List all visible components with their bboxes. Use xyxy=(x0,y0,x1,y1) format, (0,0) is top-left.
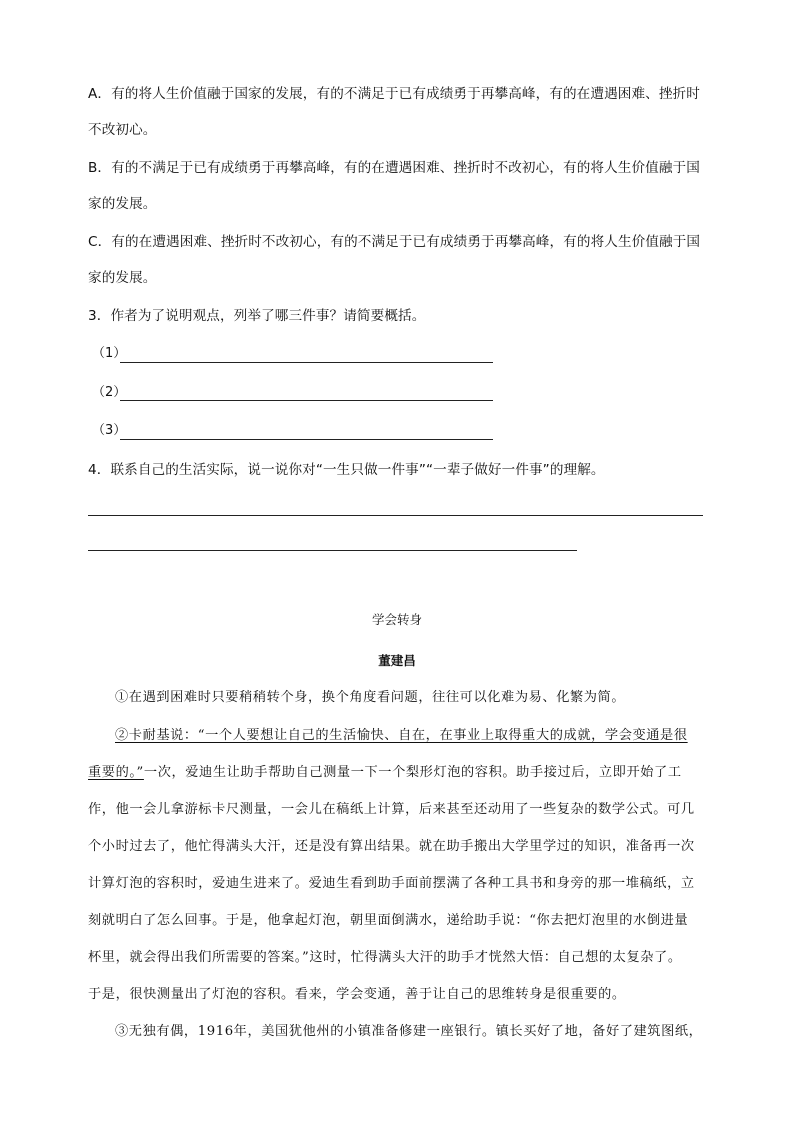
option-a-line-1: A．有的将人生价值融于国家的发展，有的不满足于已有成绩勇于再攀高峰，有的在遭遇困难、挫折时 xyxy=(88,86,700,102)
paragraph-2-line-4: 个小时过去了，他忙得满头大汗，还是没有算出结果。就在助手搬出大学里学过的知识，准备再一次 xyxy=(88,839,695,854)
paragraph-1: ①在遇到困难时只要稍稍转个身，换个角度看问题，往往可以化难为易、化繁为简。 xyxy=(115,690,626,705)
article-title: 学会转身 xyxy=(371,612,422,627)
paragraph-2-line-7: 杯里，就会得出我们所需要的答案。”这时，忙得满头大汗的助手才恍然大悟：自己想的太复杂了。 xyxy=(88,950,682,965)
question-4-text: 4．联系自己的生活实际，说一说你对“一生只做一件事”“一辈子做好一件事”的理解。 xyxy=(88,462,605,478)
paragraph-3-line-1: ③无独有偶，1916年，美国犹他州的小镇准备修建一座银行。镇长买好了地，备好了建筑图纸， xyxy=(115,1024,703,1039)
answer-line-4a[interactable] xyxy=(88,515,703,516)
option-c-line-2: 家的发展。 xyxy=(88,270,157,286)
option-a-line-2: 不改初心。 xyxy=(88,122,157,138)
blank-label-3: （3） xyxy=(92,423,127,438)
paragraph-2-line-6: 刻就明白了怎么回事。于是，他拿起灯泡，朝里面倒满水，递给助手说：“你去把灯泡里的水倒进量 xyxy=(88,913,689,928)
paragraph-2-quote-line-2: 重要的。” xyxy=(88,765,144,780)
answer-line-1[interactable] xyxy=(120,362,493,363)
paragraph-2-line-2 xyxy=(88,763,682,783)
paragraph-2-line-2-rest: 一次，爱迪生让助手帮助自己测量一下一个梨形灯泡的容积。助手接过后，立即开始了工 xyxy=(143,765,682,780)
blank-label-2: （2） xyxy=(92,385,127,400)
option-b-line-1: B．有的不满足于已有成绩勇于再攀高峰，有的在遭遇困难、挫折时不改初心，有的将人生价值融于国 xyxy=(88,160,700,176)
option-b-line-2: 家的发展。 xyxy=(88,196,157,212)
answer-line-3[interactable] xyxy=(120,439,493,440)
answer-line-2[interactable] xyxy=(120,400,493,401)
option-c-line-1: C．有的在遭遇困难、挫折时不改初心，有的不满足于已有成绩勇于再攀高峰，有的将人生价值融于国 xyxy=(88,234,701,250)
paragraph-2-line-3: 作，他一会儿拿游标卡尺测量，一会儿在稿纸上计算，后来甚至还动用了一些复杂的数学公式。可几 xyxy=(88,802,695,817)
paragraph-2-line-5: 计算灯泡的容积时，爱迪生进来了。爱迪生看到助手面前摆满了各种工具书和身旁的那一堆稿纸，立 xyxy=(88,876,695,891)
answer-line-4b[interactable] xyxy=(88,550,577,551)
question-3-text: 3．作者为了说明观点，列举了哪三件事？请简要概括。 xyxy=(88,308,426,324)
article-author: 董建昌 xyxy=(378,653,416,668)
blank-label-1: （1） xyxy=(92,346,127,361)
paragraph-2-quote-line-1: ②卡耐基说：“一个人要想让自己的生活愉快、自在，在事业上取得重大的成就，学会变通是很 xyxy=(115,728,688,743)
paragraph-2-line-8: 于是，很快测量出了灯泡的容积。看来，学会变通，善于让自己的思维转身是很重要的。 xyxy=(88,987,626,1002)
